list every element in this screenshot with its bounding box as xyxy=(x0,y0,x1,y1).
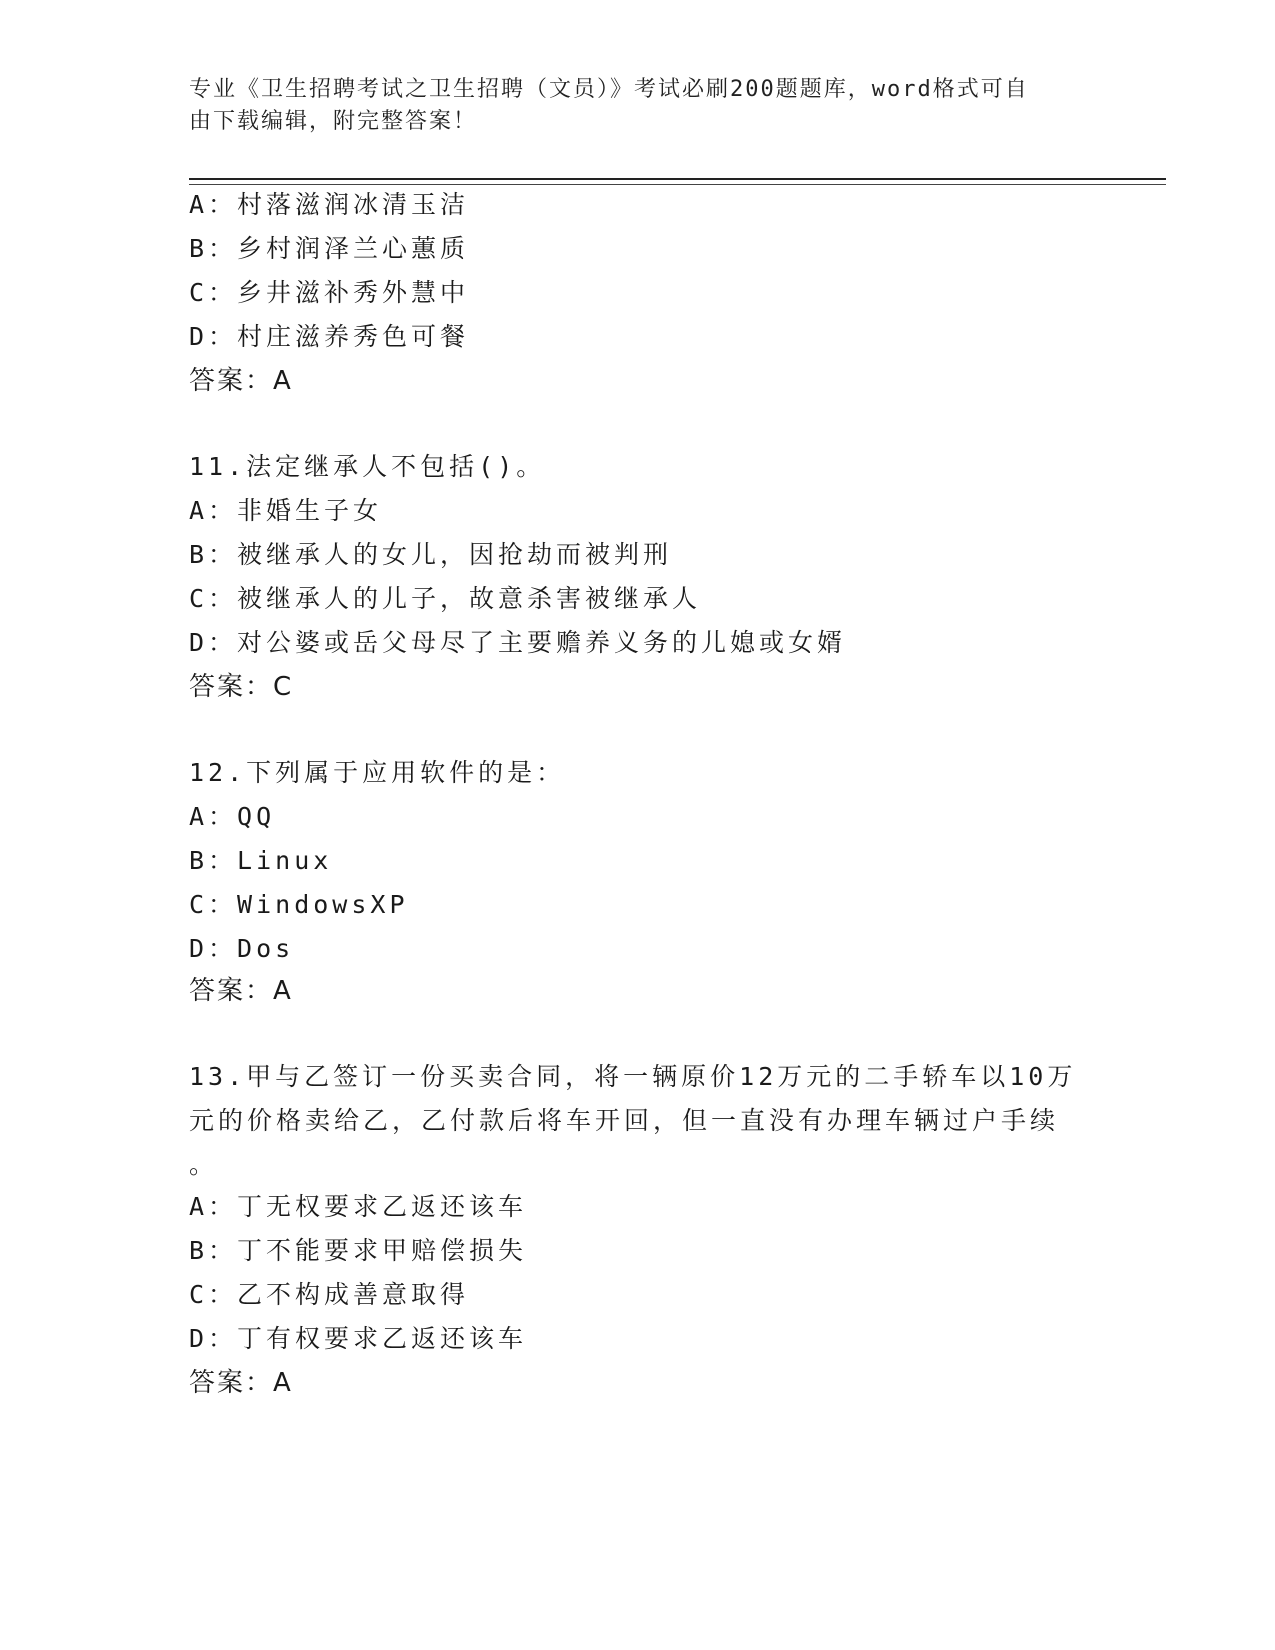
header-line-2: 由下载编辑，附完整答案！ xyxy=(189,109,478,134)
q10-option-a: A：村落滋润冰清玉洁 xyxy=(189,190,470,219)
q11-option-b: B：被继承人的女儿，因抢劫而被判刑 xyxy=(189,540,673,569)
q11-option-a: A：非婚生子女 xyxy=(189,496,383,525)
q10-option-b: B：乡村润泽兰心蕙质 xyxy=(189,234,470,263)
q12-question: 12.下列属于应用软件的是： xyxy=(189,758,566,787)
q13-option-c: C：乙不构成善意取得 xyxy=(189,1280,470,1309)
q12-answer: 答案：A xyxy=(189,976,293,1006)
q13-option-a: A：丁无权要求乙返还该车 xyxy=(189,1192,528,1221)
q13-question-line-3: 。 xyxy=(189,1150,219,1179)
q13-option-d: D：丁有权要求乙返还该车 xyxy=(189,1324,528,1353)
q12-option-c: C：WindowsXP xyxy=(189,890,409,919)
q13-option-b: B：丁不能要求甲赔偿损失 xyxy=(189,1236,528,1265)
q11-option-d: D：对公婆或岳父母尽了主要赡养义务的儿媳或女婿 xyxy=(189,628,847,657)
document-header xyxy=(189,74,1069,138)
q13-question-line-1: 13.甲与乙签订一份买卖合同，将一辆原价12万元的二手轿车以10万 xyxy=(189,1062,1077,1091)
q12-option-a: A：QQ xyxy=(189,802,276,831)
q10-option-d: D：村庄滋养秀色可餐 xyxy=(189,322,470,351)
q11-option-c: C：被继承人的儿子，故意杀害被继承人 xyxy=(189,584,702,613)
q10-option-c: C：乡井滋补秀外慧中 xyxy=(189,278,470,307)
q13-question-line-2: 元的价格卖给乙，乙付款后将车开回，但一直没有办理车辆过户手续 xyxy=(189,1106,1060,1135)
q10-answer: 答案：A xyxy=(189,366,293,396)
header-line-1: 专业《卫生招聘考试之卫生招聘（文员）》考试必刷200题题库，word格式可自 xyxy=(189,77,1029,102)
header-divider-thin xyxy=(189,184,1166,185)
q12-option-d: D：Dos xyxy=(189,934,295,963)
q11-answer: 答案：C xyxy=(189,672,294,702)
header-divider-thick xyxy=(189,178,1166,180)
q11-question: 11.法定继承人不包括()。 xyxy=(189,452,546,481)
q12-option-b: B：Linux xyxy=(189,846,333,875)
q13-answer: 答案：A xyxy=(189,1368,293,1398)
